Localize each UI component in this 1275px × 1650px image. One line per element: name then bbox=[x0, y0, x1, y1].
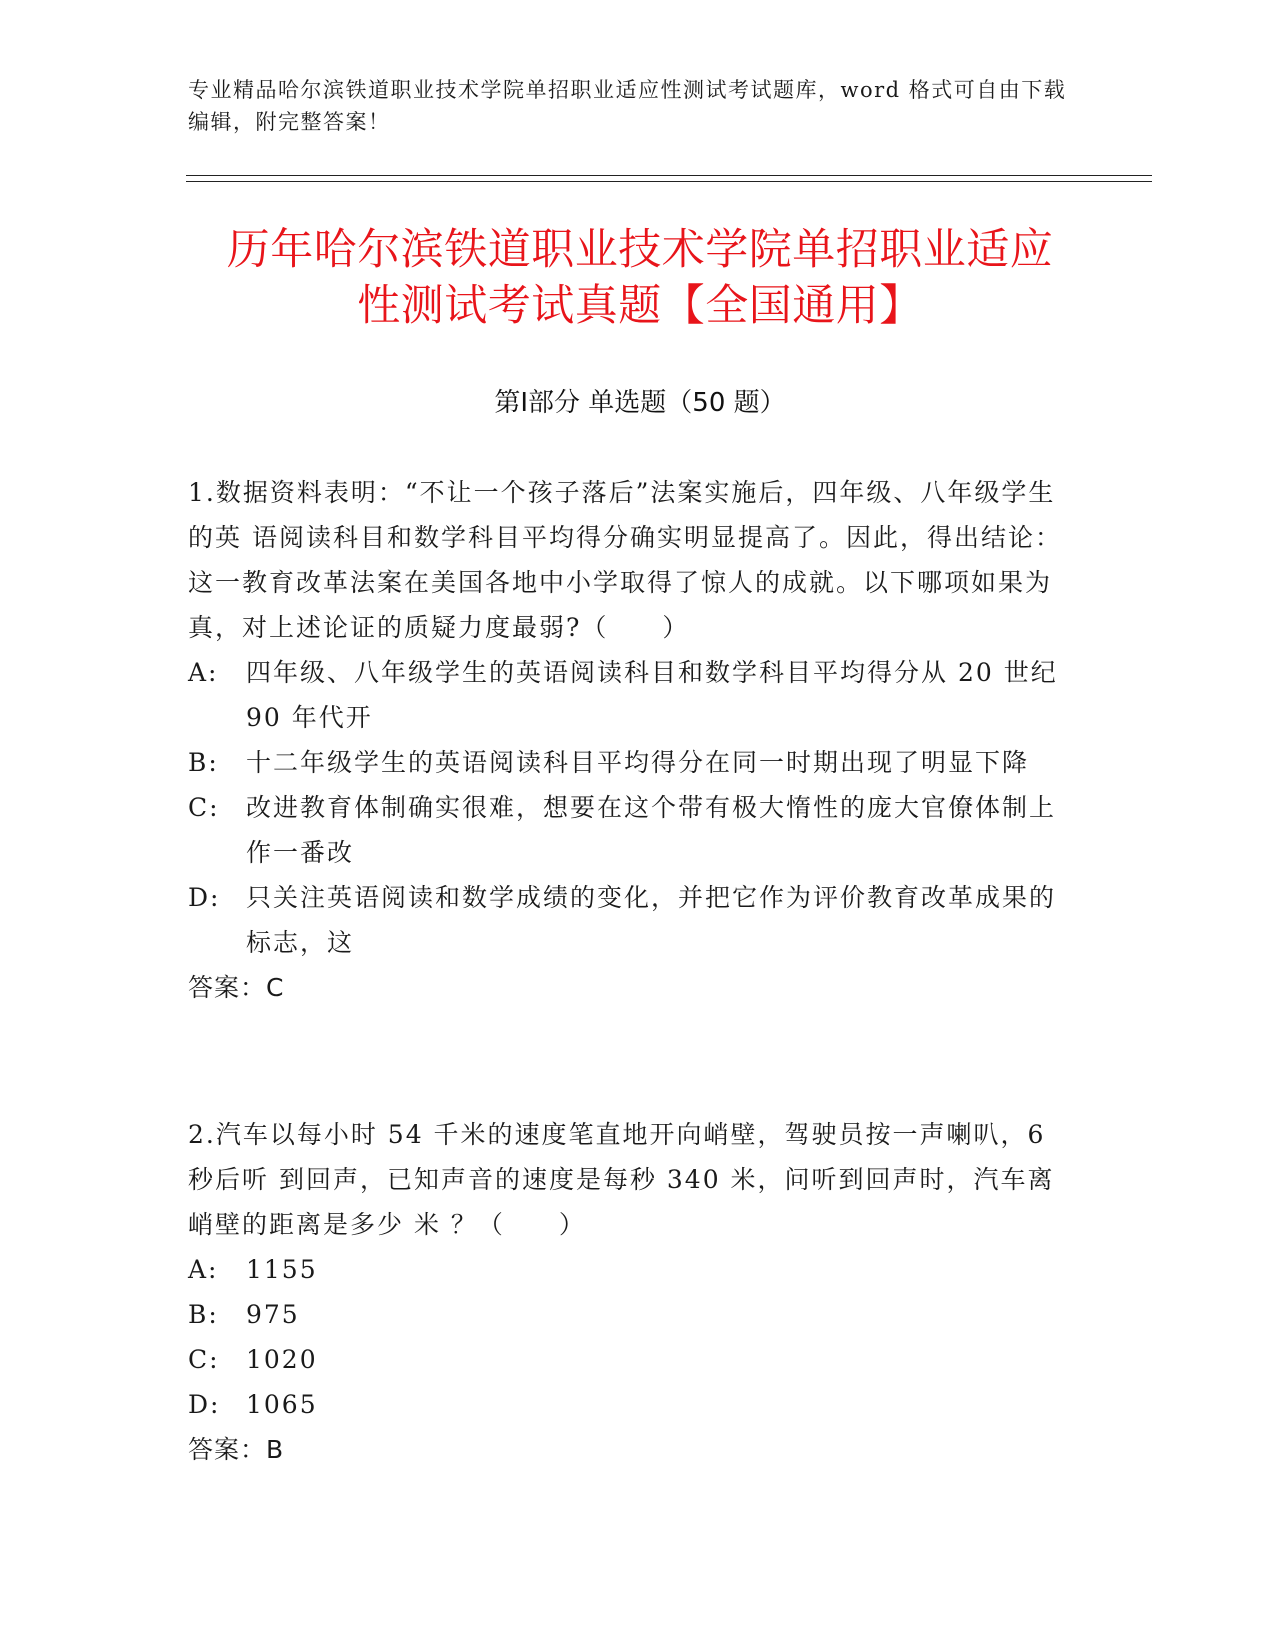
option-text: 975 bbox=[246, 1300, 300, 1329]
question-stem: 1.数据资料表明：“不让一个孩子落后”法案实施后，四年级、八年级学生的英 语阅读科目和数学科目平均得分确实明显提高了。因此，得出结论：这一教育改革法案在美国各地中小学取得了惊人的成就。以下哪项如果为真，对上述论证的质疑力度最弱?（ ） bbox=[188, 478, 1062, 642]
question-2 bbox=[188, 1112, 1068, 1472]
option-text: 十二年级学生的英语阅读科目平均得分在同一时期出现了明显下降 bbox=[246, 748, 1030, 777]
option-text: 改进教育体制确实很难，想要在这个带有极大惰性的庞大官僚体制上作一番改 bbox=[246, 793, 1057, 867]
option-text: 只关注英语阅读和数学成绩的变化，并把它作为评价教育改革成果的标志，这 bbox=[246, 883, 1057, 957]
option-text: 1155 bbox=[246, 1255, 318, 1284]
option-key: C: bbox=[188, 1345, 220, 1374]
option-c bbox=[188, 785, 1068, 875]
section-title: 第Ⅰ部分 单选题（50 题） bbox=[494, 388, 786, 418]
question-stem: 2.汽车以每小时 54 千米的速度笔直地开向峭壁，驾驶员按一声喇叭，6 秒后听 到回声，已知声音的速度是每秒 340 米，问听到回声时，汽车离峭壁的距离是多少 米 ？（ ） bbox=[188, 1120, 1055, 1239]
header-divider-thin bbox=[186, 181, 1152, 182]
question-1 bbox=[188, 470, 1068, 1010]
option-a bbox=[188, 1247, 1068, 1292]
option-d bbox=[188, 875, 1068, 965]
option-b bbox=[188, 740, 1068, 785]
option-key: B: bbox=[188, 748, 219, 777]
document-title bbox=[160, 222, 1120, 334]
option-key: A: bbox=[188, 1255, 219, 1284]
answer-line: 答案：C bbox=[188, 973, 285, 1002]
option-key: A: bbox=[188, 658, 219, 687]
option-b bbox=[188, 1292, 1068, 1337]
header-divider-thick bbox=[186, 175, 1152, 176]
option-key: B: bbox=[188, 1300, 219, 1329]
option-key: C: bbox=[188, 793, 220, 822]
answer-line: 答案：B bbox=[188, 1435, 285, 1464]
option-text: 1020 bbox=[246, 1345, 318, 1374]
option-a bbox=[188, 650, 1068, 740]
option-key: D: bbox=[188, 883, 221, 912]
option-d bbox=[188, 1382, 1068, 1427]
header-note: 专业精品哈尔滨铁道职业技术学院单招职业适应性测试考试题库，word 格式可自由下载编辑，附完整答案！ bbox=[188, 78, 1067, 134]
option-key: D: bbox=[188, 1390, 221, 1419]
option-text: 1065 bbox=[246, 1390, 318, 1419]
document-title-line-1: 历年哈尔滨铁道职业技术学院单招职业适应 bbox=[226, 225, 1054, 275]
option-text: 四年级、八年级学生的英语阅读科目和数学科目平均得分从 20 世纪 90 年代开 bbox=[246, 658, 1058, 732]
option-c bbox=[188, 1337, 1068, 1382]
document-title-line-2: 性测试考试真题【全国通用】 bbox=[357, 281, 923, 331]
